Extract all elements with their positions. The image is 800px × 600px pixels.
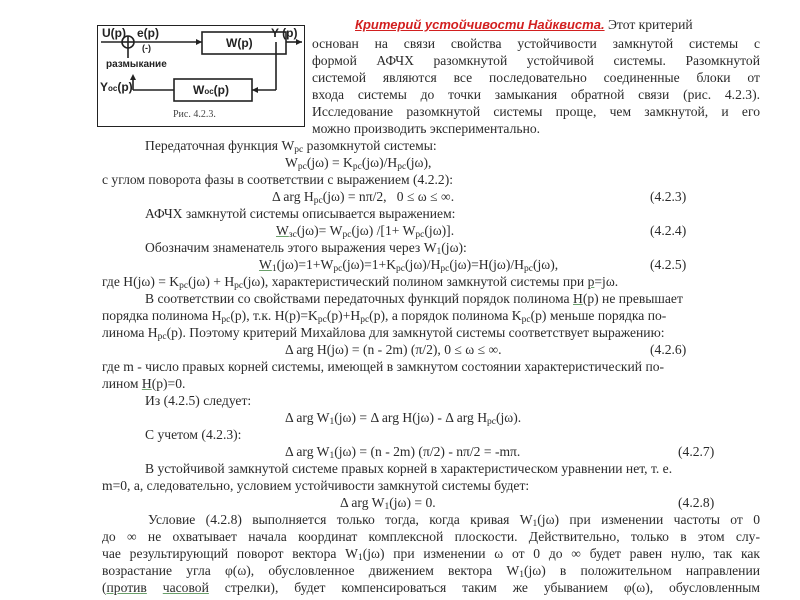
para-stable-line-1: В устойчивой замкнутой системе правых корней в характеристическом уравнении нет, т. е. xyxy=(145,461,673,476)
minus-label: (-) xyxy=(142,43,151,53)
intro-line-0: Критерий устойчивости Найквиста. Этот критерий xyxy=(355,17,693,32)
para-condition-line-3: чае результирующий поворот вектора $W_1(j\omega)$ при изменении ω от 0 до ∞ будет равен нулю, так как xyxy=(102,546,760,563)
input-label: U(p) xyxy=(102,26,126,40)
para-right-roots-line-1: где m - число правых корней системы, имеющей в замкнутом состоянии характеристический по- xyxy=(102,359,665,374)
para-order-line-1: В соответствии со свойствами передаточных функций порядок полинома H(p) не превышает xyxy=(145,291,683,306)
para-stable-line-2: m=0, а, следовательно, условием устойчивости замкнутой системы будет: xyxy=(102,478,530,493)
intro-line-3: системой являются все последовательно соединенные блоки от xyxy=(312,70,760,85)
output-label: Y (p) xyxy=(271,26,298,40)
feedback-block-label: Woc(p) xyxy=(193,83,229,97)
para-transfer-function: Передаточная функция $W_{pc}$ разомкнутой системы: xyxy=(145,138,437,155)
intro-line-5: Исследование разомкнутой системы проще, чем замкнутой, и его xyxy=(312,104,760,119)
section-title: Критерий устойчивости Найквиста. xyxy=(355,17,605,32)
equation-number: (4.2.7) xyxy=(678,444,715,459)
para-right-roots-line-2: лином H(p)=0. xyxy=(102,376,186,391)
para-order-line-2: порядка полинома $H_{pc}(p)$, т.к. $H(p)=K_{pc}(p)+H_{pc}(p)$, а порядок полинома $K_{pc}(p)$ меньше порядка по- xyxy=(102,308,667,325)
para-condition-line-2: до ∞ не охватывает начала координат комплексной плоскости. Действительно, только в этом слу- xyxy=(102,529,760,544)
para-characteristic-polynomial: где $H(j\omega) = K_{pc}(j\omega) + H_{pc}(j\omega)$, характеристический полином замкнутой системы при p=jω. xyxy=(102,274,619,291)
para-from-4-2-5: Из (4.2.5) следует: xyxy=(145,393,252,408)
forward-block-label: W(p) xyxy=(226,36,253,50)
equation-4-2-6: Δ arg H(jω) = (n - 2m) (π/2), 0 ≤ ω ≤ ∞. xyxy=(285,342,502,357)
intro-line-6: можно производить экспериментально. xyxy=(312,121,541,136)
para-denominator: Обозначим знаменатель этого выражения через $W_1(j\omega)$: xyxy=(145,240,467,257)
equation-4-2-4: $W_{зс}(j\omega)= W_{pc}(j\omega)$ $/[1+ W_{pc}(j\omega)]$. xyxy=(276,223,455,240)
equation-number: (4.2.8) xyxy=(678,495,715,510)
para-condition-line-1: Условие (4.2.8) выполняется только тогда, когда кривая $W_1(j\omega)$ при изменении частоты от 0 xyxy=(148,512,760,529)
equation-4-2-5: $W_1(j\omega)=1+W_{pc}(j\omega)=1+K_{pc}(j\omega)/H_{pc}(j\omega)=H(j\omega)/H_{pc}(j\omega)$, xyxy=(259,257,559,274)
para-afchx: АФЧХ замкнутой системы описывается выражением: xyxy=(145,206,456,221)
equation-arg-difference: Δ arg $W_1(j\omega) = \Delta$ arg H(jω) - Δ arg $H_{pc}(j\omega)$. xyxy=(285,410,522,427)
feedback-signal-label: Yoc(p) xyxy=(100,80,133,94)
equation-number: (4.2.3) xyxy=(650,189,687,204)
para-condition-line-4: возрастание угла φ(ω), обусловленное движением вектора $W_1(j\omega)$ в положительном направлении xyxy=(102,563,760,580)
equation-4-2-7: Δ arg $W_1(j\omega) = (n - 2m)$ (π/2) - nπ/2 = -mπ. xyxy=(285,444,521,461)
block-diagram-figure xyxy=(97,25,305,127)
intro-line-4: входа системы до точки замыкания обратной связи (рис. 4.2.3). xyxy=(312,87,760,102)
para-order-line-3: линома $H_{pc}(p)$. Поэтому критерий Михайлова для замкнутой системы соответствует выражению: xyxy=(102,325,665,342)
equation-number: (4.2.5) xyxy=(650,257,687,272)
equation-4-2-3: Δ arg $H_{pc}(j\omega) = n\pi/2$, 0 ≤ ω ≤ ∞. xyxy=(272,189,455,206)
para-condition-line-5: (против часовой стрелки), будет компенсироваться таким же убыванием φ(ω), обусловленным xyxy=(102,580,760,595)
para-phase-angle: с углом поворота фазы в соответствии с выражением (4.2.2): xyxy=(102,172,454,187)
para-considering-4-2-3: С учетом (4.2.3): xyxy=(145,427,242,442)
figure-caption: Рис. 4.2.3. xyxy=(173,109,216,120)
equation-4-2-8: Δ arg $W_1(j\omega) = 0$. xyxy=(340,495,436,512)
intro-line-1: основан на связи свойства устойчивости замкнутой системы с xyxy=(312,36,760,51)
intro-line-2: формой АФЧХ разомкнутой устойчивой системы. Разомкнутой xyxy=(312,53,760,68)
break-label: размыкание xyxy=(106,59,167,70)
equation-number: (4.2.6) xyxy=(650,342,687,357)
equation-open-loop-tf: $W_{pc}(j\omega) = K_{pc}(j\omega)/H_{pc}(j\omega)$, xyxy=(285,155,432,172)
error-label: e(p) xyxy=(137,26,159,40)
equation-number: (4.2.4) xyxy=(650,223,687,238)
